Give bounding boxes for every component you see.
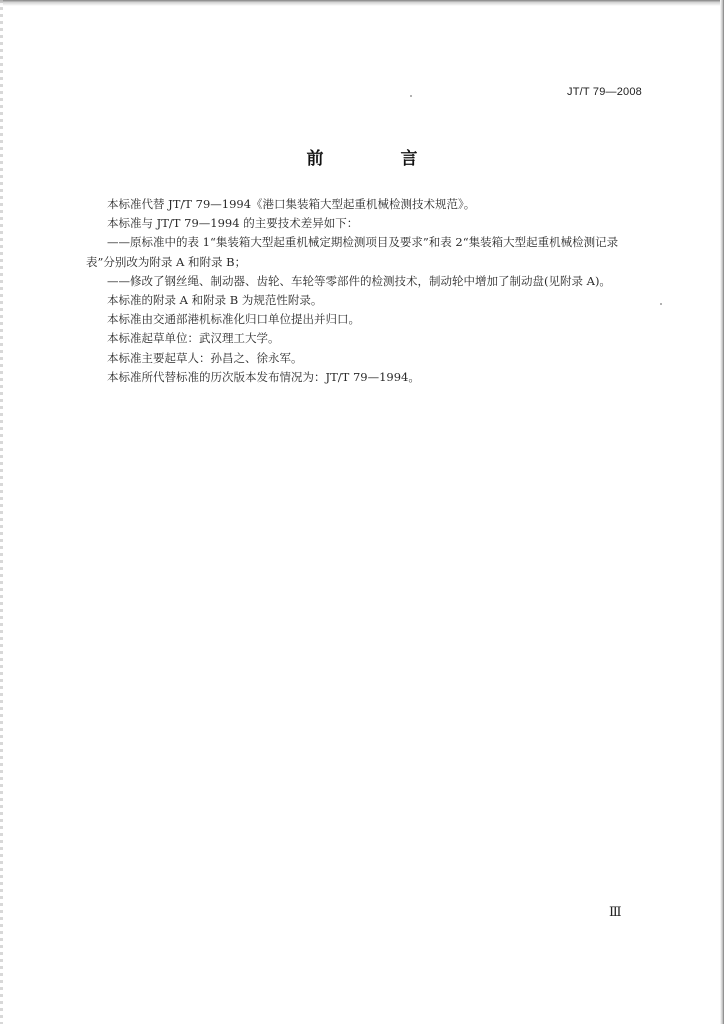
paragraph-differences-intro: 本标准与 JT/T 79—1994 的主要技术差异如下： xyxy=(107,216,359,231)
page-title: 前 言 xyxy=(306,149,448,169)
paragraph-replaces: 本标准代替 JT/T 79—1994《港口集装箱大型起重机械检测技术规范》。 xyxy=(107,197,476,211)
paragraph-difference-tables: ——原标准中的表 1“集装箱大型起重机械定期检测项目及要求”和表 2“集装箱大型起重机械检测记录表”分别改为附录 A 和附录 B； xyxy=(86,235,619,269)
paragraph-previous-editions: 本标准所代替标准的历次版本发布情况为：JT/T 79—1994。 xyxy=(107,369,420,384)
paragraph-proposer: 本标准由交通部港机标准化归口单位提出并归口。 xyxy=(107,312,360,327)
document-code: JT/T 79—2008 xyxy=(567,86,642,98)
paragraph-drafting-unit: 本标准起草单位：武汉理工大学。 xyxy=(107,331,280,346)
scan-edge-top xyxy=(0,0,724,6)
paragraph-difference-inspection: ——修改了钢丝绳、制动器、齿轮、车轮等零部件的检测技术，制动轮中增加了制动盘(见附录 A)。 xyxy=(107,273,611,288)
scan-speck xyxy=(410,95,412,97)
paragraph-drafters: 本标准主要起草人：孙昌之、徐永军。 xyxy=(107,350,303,365)
scan-speck xyxy=(660,303,662,305)
foreword-body xyxy=(86,195,646,387)
paragraph-annexes: 本标准的附录 A 和附录 B 为规范性附录。 xyxy=(107,293,323,308)
page-number: Ⅲ xyxy=(609,905,622,920)
